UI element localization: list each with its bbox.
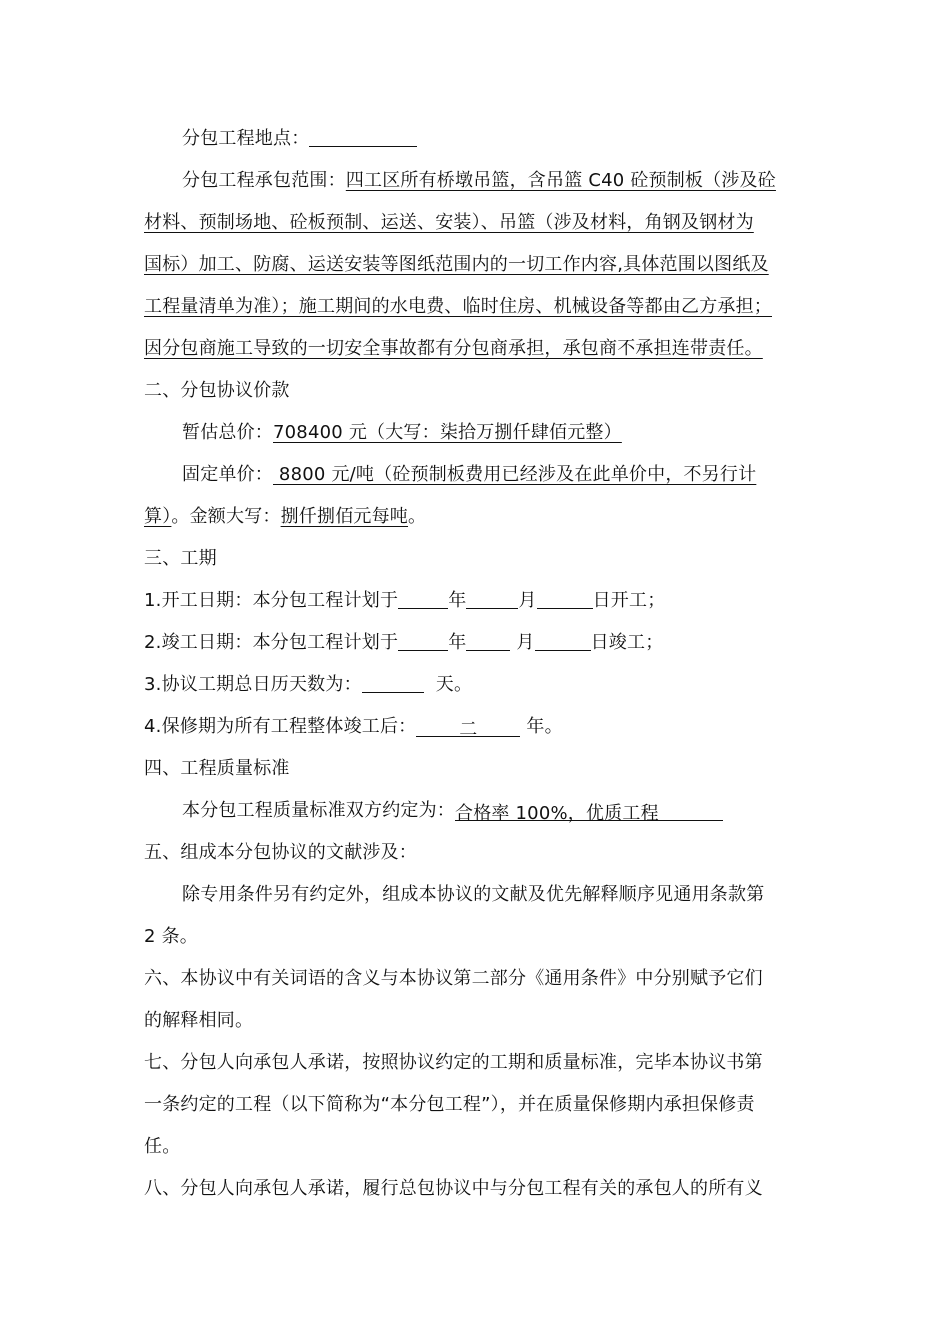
finish-date-prefix: 2.竣工日期：本分包工程计划于 [144, 632, 399, 653]
section2-heading: 二、分包协议价款 [144, 380, 290, 401]
section6-line-1: 六、本协议中有关词语的含义与本协议第二部分《通用条件》中分别赋予它们 [144, 968, 763, 989]
finish-year-unit: 年 [448, 632, 467, 653]
scope-text-1: 四工区所有桥墩吊篮，含吊篮 C40 砼预制板（涉及砼 [345, 170, 776, 191]
unit-price-value-2: 算） [144, 506, 172, 527]
start-year-blank [398, 590, 448, 609]
amount-label: 。金额大写： [171, 506, 281, 527]
finish-month-blank [466, 632, 510, 651]
warranty-line [144, 715, 834, 739]
section7-line-2: 一条约定的工程（以下简称为“本分包工程”），并在质量保修期内承担保修责 [144, 1094, 755, 1115]
scope-line-1 [182, 169, 872, 193]
unit-price-value-1: 8800 元/吨（砼预制板费用已经涉及在此单价中，不另行计 [273, 464, 757, 485]
section6-line-2: 的解释相同。 [144, 1010, 254, 1031]
finish-year-blank [398, 632, 448, 651]
start-month-unit: 月 [518, 590, 537, 611]
duration-blank [362, 674, 424, 693]
warranty-value: 二 [416, 718, 520, 737]
site-label: 分包工程地点： [182, 128, 310, 149]
start-day-blank [537, 590, 593, 609]
start-day-end: 日开工； [592, 590, 666, 611]
section5-heading: 五、组成本分包协议的文献涉及： [144, 842, 417, 863]
finish-month-unit: 月 [516, 632, 535, 653]
start-month-blank [466, 590, 518, 609]
warranty-suffix: 年。 [526, 716, 563, 737]
section3-heading: 三、工期 [144, 548, 217, 569]
unit-price-line-2 [144, 505, 834, 529]
section7-line-3: 任。 [144, 1136, 181, 1157]
unit-price-line-1 [182, 463, 872, 487]
site-line [182, 127, 872, 151]
section7-line-1: 七、分包人向承包人承诺，按照协议约定的工期和质量标准，完毕本协议书第 [144, 1052, 763, 1073]
section8-line-1: 八、分包人向承包人承诺，履行总包协议中与分包工程有关的承包人的所有义 [144, 1178, 763, 1199]
section5-line-1: 除专用条件另有约定外，组成本协议的文献及优先解释顺序见通用条款第 [182, 884, 765, 905]
finish-day-end: 日竣工； [590, 632, 664, 653]
scope-text-4: 工程量清单为准）；施工期间的水电费、临时住房、机械设备等都由乙方承担； [144, 296, 772, 317]
scope-label: 分包工程承包范围： [182, 170, 346, 191]
start-year-unit: 年 [448, 590, 467, 611]
start-date-prefix: 1.开工日期：本分包工程计划于 [144, 590, 399, 611]
warranty-prefix: 4.保修期为所有工程整体竣工后： [144, 716, 417, 737]
start-date-line [144, 589, 834, 613]
section5-line-2: 2 条。 [144, 926, 198, 947]
amount-value: 捌仟捌佰元每吨 [280, 506, 409, 527]
section4-heading: 四、工程质量标准 [144, 758, 290, 779]
amount-end: 。 [408, 506, 427, 527]
total-price-line [182, 421, 872, 445]
quality-label: 本分包工程质量标准双方约定为： [182, 800, 455, 821]
finish-day-blank [535, 632, 591, 651]
site-blank [309, 128, 417, 147]
scope-text-2: 材料、预制场地、砼板预制、运送、安装）、吊篮（涉及材料，角钢及钢材为 [144, 212, 754, 233]
finish-date-line [144, 631, 834, 655]
quality-line [182, 799, 872, 823]
total-price-label: 暂估总价： [182, 422, 273, 443]
quality-value: 合格率 100%，优质工程 [455, 802, 723, 821]
scope-text-5: 因分包商施工导致的一切安全事故都有分包商承担，承包商不承担连带责任。 [144, 338, 763, 359]
duration-prefix: 3.协议工期总日历天数为： [144, 674, 362, 695]
scope-text-3: 国标）加工、防腐、运送安装等图纸范围内的一切工作内容,具体范围以图纸及 [144, 254, 769, 275]
total-price-value: 708400 元（大写：柒拾万捌仟肆佰元整） [273, 422, 622, 443]
duration-suffix: 天。 [435, 674, 473, 695]
duration-line [144, 673, 834, 697]
unit-price-label: 固定单价： [182, 464, 273, 485]
